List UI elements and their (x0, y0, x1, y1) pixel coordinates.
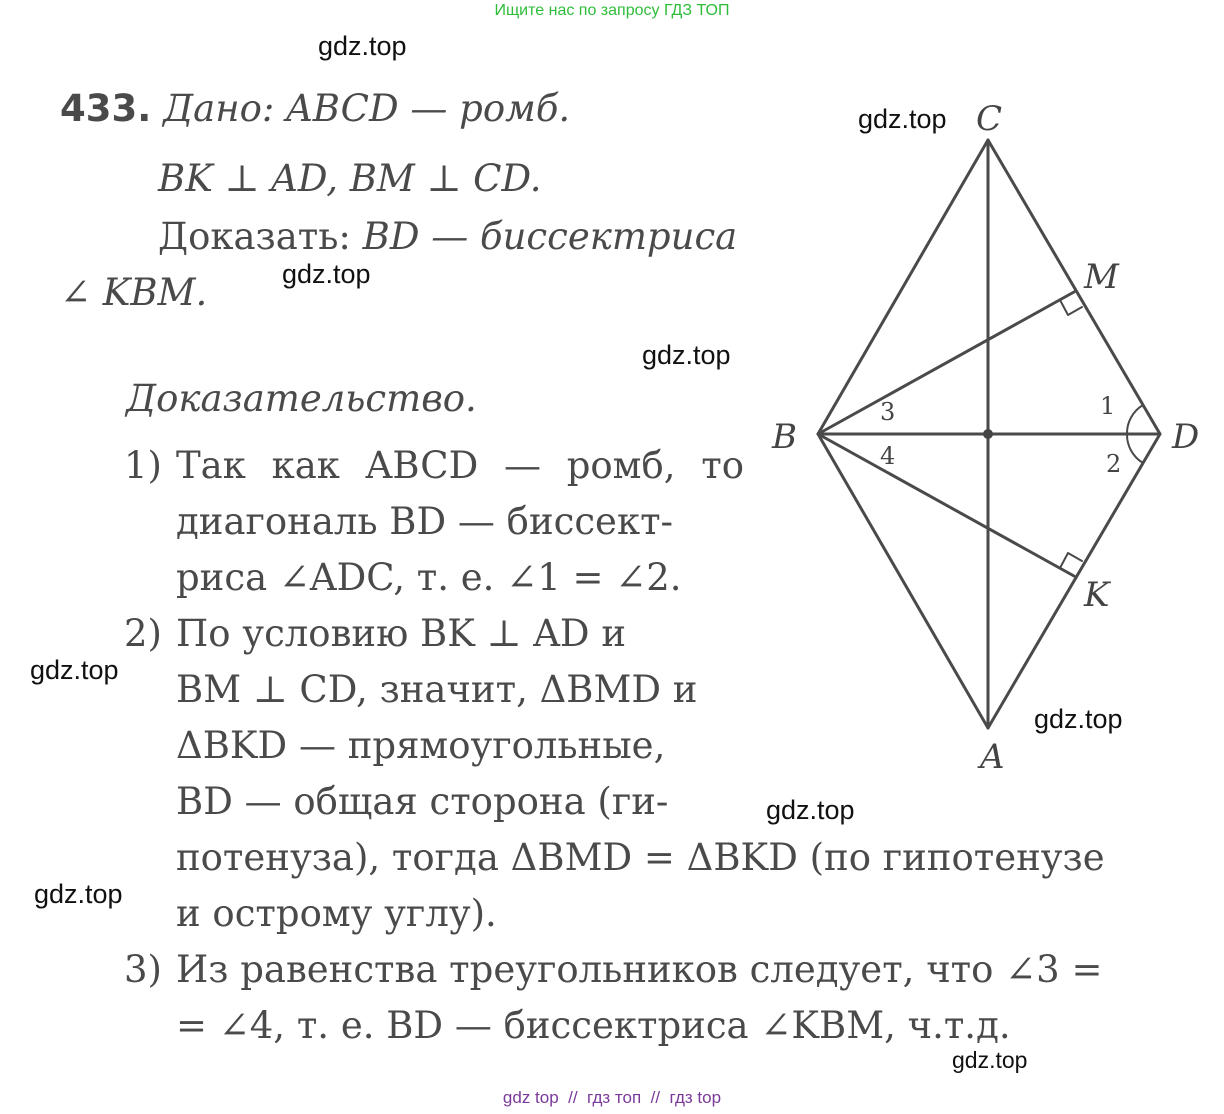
step-number: 3) (124, 948, 162, 991)
step-number: 2) (124, 612, 162, 655)
step2-line4: BD — общая сторона (ги- (176, 780, 669, 823)
given-text: : ABCD — ромб. (261, 87, 571, 130)
given-label: Дано (163, 87, 262, 130)
word: ромб, (566, 444, 676, 487)
vertex-label-b: B (772, 417, 797, 457)
footer-separator: // (568, 1088, 578, 1107)
watermark: gdz.top (318, 31, 407, 61)
watermark: gdz.top (30, 655, 119, 685)
watermark: gdz.top (34, 879, 123, 909)
prove-text: BD — биссектриса (362, 215, 738, 258)
angle-label-1: 1 (1100, 392, 1116, 420)
word: — (503, 444, 541, 487)
vertex-label-a: A (980, 737, 1005, 777)
watermark: gdz.top (952, 1047, 1028, 1073)
step2-line6: и острому углу). (176, 892, 497, 935)
prove-label: Доказать: (158, 215, 363, 258)
footer-links (0, 1088, 1224, 1108)
perpendicular-bk (818, 434, 1074, 576)
footer-link[interactable]: гдз топ (587, 1088, 642, 1107)
watermark: gdz.top (1034, 704, 1123, 734)
step2-line1: По условию BK ⊥ AD и (176, 612, 626, 655)
intersection-point (983, 429, 993, 439)
footer-link[interactable]: гдз top (669, 1088, 722, 1107)
step3-line1: Из равенства треугольников следует, что ∠3 = (176, 948, 1103, 991)
problem-prove-line2: ∠ KBM. (60, 271, 208, 314)
problem-number: 433. (60, 87, 152, 130)
word: как (271, 444, 340, 487)
vertex-label-c: C (976, 99, 1003, 139)
angle-label-2: 2 (1106, 450, 1122, 478)
word: ABCD (365, 444, 479, 487)
angle-arc-1 (1127, 405, 1143, 434)
vertex-label-k: K (1084, 575, 1110, 615)
step2-line2: BM ⊥ CD, значит, ΔBMD и (176, 668, 698, 711)
watermark: gdz.top (858, 104, 947, 134)
right-angle-k (1060, 553, 1082, 568)
footer-separator: // (650, 1088, 661, 1107)
step2-line5: потенуза), тогда ΔBMD = ΔBKD (по гипотенузе (176, 836, 1105, 879)
top-banner: Ищите нас по запросу ГДЗ ТОП (494, 2, 730, 19)
step-number: 1) (124, 444, 162, 487)
right-angle-m (1060, 300, 1082, 315)
word: то (701, 444, 744, 487)
problem-given-line2: BK ⊥ AD, BM ⊥ CD. (158, 157, 542, 200)
step1-line3: риса ∠ADC, т. е. ∠1 = ∠2. (176, 556, 682, 599)
watermark: gdz.top (282, 259, 371, 289)
proof-heading: Доказательство. (126, 377, 477, 420)
step3-line2: = ∠4, т. е. BD — биссектриса ∠KBM, ч.т.д. (176, 1004, 1011, 1047)
footer-link[interactable]: gdz top (502, 1088, 559, 1107)
angle-arc-2 (1127, 434, 1143, 463)
word: Так (176, 444, 246, 487)
watermark: gdz.top (642, 340, 731, 370)
angle-label-4: 4 (880, 442, 896, 470)
vertex-label-d: D (1172, 417, 1200, 457)
angle-label-3: 3 (880, 398, 896, 426)
watermark: gdz.top (766, 795, 855, 825)
vertex-label-m: M (1084, 257, 1119, 297)
step1-line2: диагональ BD — биссект- (176, 500, 674, 543)
step2-line3: ΔBKD — прямоугольные, (176, 724, 666, 767)
perpendicular-bm (818, 292, 1074, 434)
